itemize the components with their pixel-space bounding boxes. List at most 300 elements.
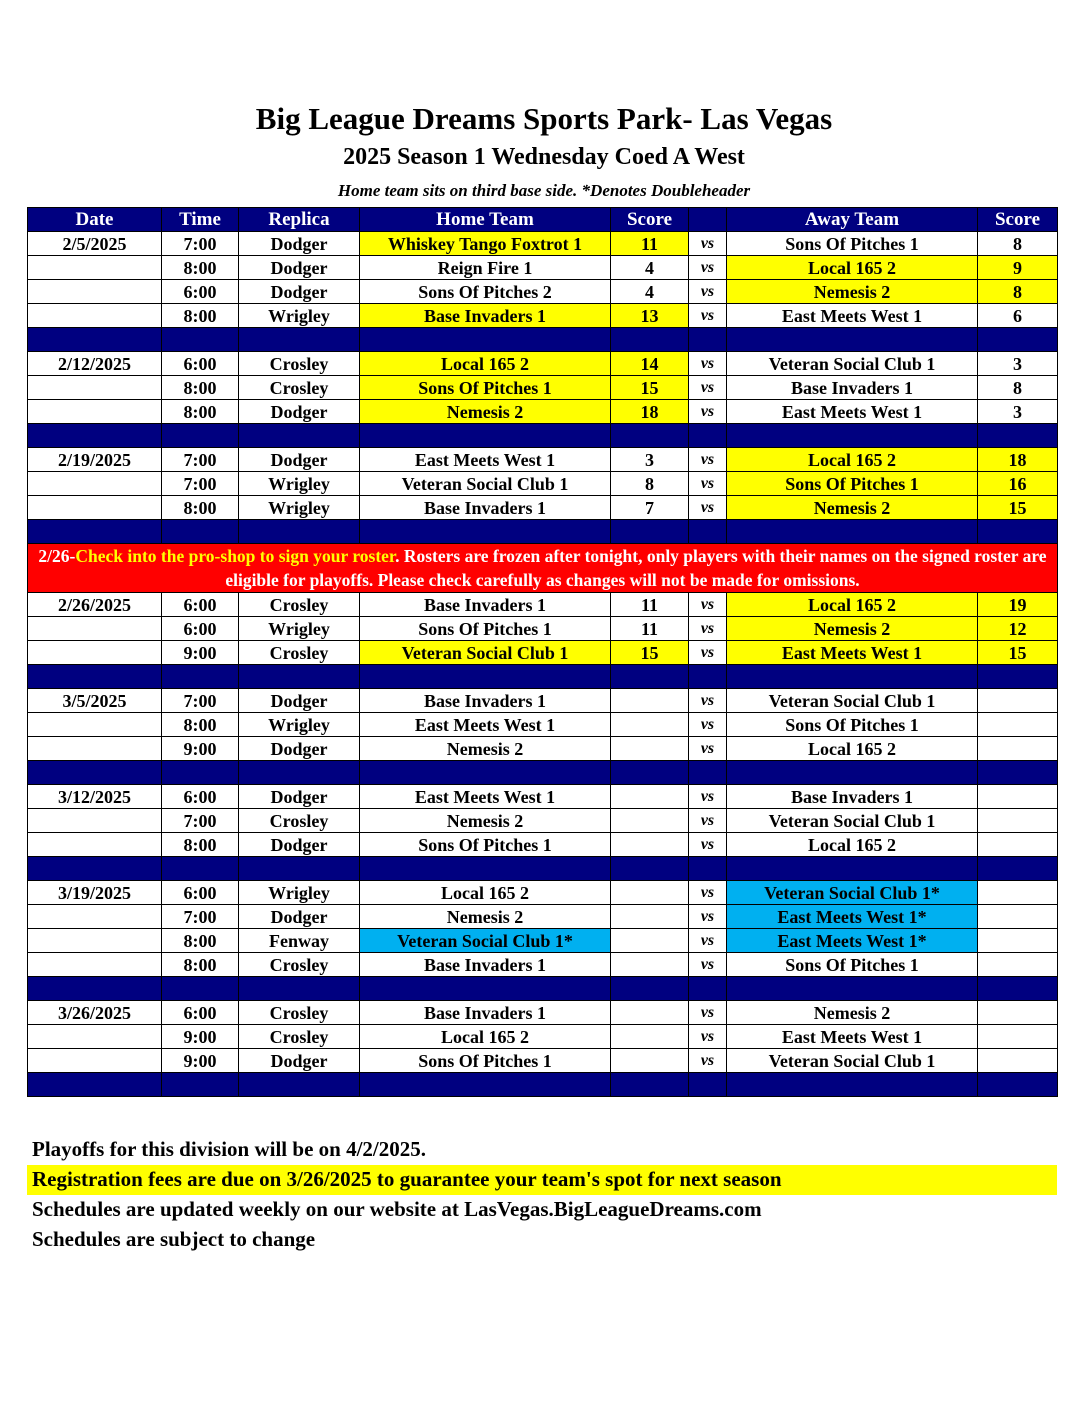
- home-team-cell: Whiskey Tango Foxtrot 1: [360, 232, 611, 256]
- table-row: [28, 833, 1058, 857]
- home-score-cell: 15: [611, 641, 689, 665]
- home-team-cell: Sons Of Pitches 1: [360, 833, 611, 857]
- vs-cell: vs: [689, 232, 727, 256]
- home-team-cell: Veteran Social Club 1: [360, 641, 611, 665]
- vs-cell: vs: [689, 304, 727, 328]
- away-score-cell: [978, 833, 1058, 857]
- separator-cell: [727, 857, 978, 881]
- separator-cell: [360, 977, 611, 1001]
- away-team-cell: Local 165 2: [727, 833, 978, 857]
- footer-notes: [27, 1135, 1057, 1255]
- time-cell: 8:00: [162, 713, 239, 737]
- separator-cell: [28, 761, 162, 785]
- home-score-cell: [611, 689, 689, 713]
- date-cell: [28, 400, 162, 424]
- home-team-cell: Base Invaders 1: [360, 689, 611, 713]
- separator-cell: [689, 520, 727, 544]
- table-row: [28, 280, 1058, 304]
- away-team-cell: Nemesis 2: [727, 280, 978, 304]
- separator-cell: [978, 761, 1058, 785]
- away-score-cell: 19: [978, 593, 1058, 617]
- table-row: [28, 1001, 1058, 1025]
- schedule-subtitle: 2025 Season 1 Wednesday Coed A West: [343, 144, 745, 170]
- col-away-team: Away Team: [727, 208, 978, 232]
- date-cell: [28, 304, 162, 328]
- time-cell: 8:00: [162, 833, 239, 857]
- field-cell: Wrigley: [239, 304, 360, 328]
- vs-cell: vs: [689, 737, 727, 761]
- separator-cell: [28, 424, 162, 448]
- separator-cell: [239, 665, 360, 689]
- table-row: [28, 809, 1058, 833]
- away-score-cell: [978, 953, 1058, 977]
- time-cell: 9:00: [162, 737, 239, 761]
- time-cell: 6:00: [162, 1001, 239, 1025]
- away-team-cell: Sons Of Pitches 1: [727, 713, 978, 737]
- separator-cell: [978, 1073, 1058, 1097]
- week-separator: [28, 1073, 1058, 1097]
- home-team-cell: Sons Of Pitches 1: [360, 1049, 611, 1073]
- table-row: [28, 929, 1058, 953]
- separator-cell: [239, 761, 360, 785]
- field-cell: Crosley: [239, 376, 360, 400]
- vs-cell: vs: [689, 593, 727, 617]
- field-cell: Dodger: [239, 689, 360, 713]
- away-team-cell: East Meets West 1: [727, 1025, 978, 1049]
- time-cell: 6:00: [162, 785, 239, 809]
- notice-date: 2/26-: [38, 546, 76, 566]
- separator-cell: [978, 328, 1058, 352]
- field-cell: Wrigley: [239, 496, 360, 520]
- away-team-cell: Veteran Social Club 1*: [727, 881, 978, 905]
- table-row: [28, 352, 1058, 376]
- away-team-cell: East Meets West 1: [727, 641, 978, 665]
- away-score-cell: [978, 785, 1058, 809]
- home-team-cell: East Meets West 1: [360, 448, 611, 472]
- time-cell: 7:00: [162, 448, 239, 472]
- separator-cell: [162, 424, 239, 448]
- date-cell: 2/5/2025: [28, 232, 162, 256]
- table-row: [28, 472, 1058, 496]
- away-score-cell: [978, 1049, 1058, 1073]
- separator-cell: [978, 520, 1058, 544]
- time-cell: 8:00: [162, 953, 239, 977]
- home-score-cell: 3: [611, 448, 689, 472]
- table-row: [28, 737, 1058, 761]
- week-separator: [28, 520, 1058, 544]
- away-team-cell: East Meets West 1*: [727, 905, 978, 929]
- away-score-cell: 9: [978, 256, 1058, 280]
- home-score-cell: 7: [611, 496, 689, 520]
- time-cell: 6:00: [162, 280, 239, 304]
- field-cell: Fenway: [239, 929, 360, 953]
- separator-cell: [689, 328, 727, 352]
- separator-cell: [727, 665, 978, 689]
- home-score-cell: 11: [611, 232, 689, 256]
- home-team-cell: Base Invaders 1: [360, 304, 611, 328]
- separator-cell: [162, 977, 239, 1001]
- separator-cell: [28, 328, 162, 352]
- vs-cell: vs: [689, 617, 727, 641]
- date-cell: [28, 1025, 162, 1049]
- field-cell: Dodger: [239, 280, 360, 304]
- separator-cell: [360, 1073, 611, 1097]
- vs-cell: vs: [689, 689, 727, 713]
- col-vs: [689, 208, 727, 232]
- separator-cell: [28, 520, 162, 544]
- col-time: Time: [162, 208, 239, 232]
- time-cell: 8:00: [162, 400, 239, 424]
- col-date: Date: [28, 208, 162, 232]
- time-cell: 8:00: [162, 496, 239, 520]
- field-cell: Crosley: [239, 593, 360, 617]
- separator-cell: [611, 328, 689, 352]
- home-team-note: Home team sits on third base side. *Denotes Doubleheader: [337, 181, 751, 200]
- home-team-cell: Sons Of Pitches 1: [360, 617, 611, 641]
- field-cell: Wrigley: [239, 472, 360, 496]
- away-score-cell: 16: [978, 472, 1058, 496]
- time-cell: 8:00: [162, 304, 239, 328]
- separator-cell: [162, 857, 239, 881]
- separator-cell: [611, 761, 689, 785]
- time-cell: 6:00: [162, 881, 239, 905]
- away-score-cell: 15: [978, 496, 1058, 520]
- vs-cell: vs: [689, 785, 727, 809]
- away-score-cell: 8: [978, 376, 1058, 400]
- table-row: [28, 881, 1058, 905]
- away-score-cell: [978, 1001, 1058, 1025]
- separator-cell: [727, 761, 978, 785]
- date-cell: 3/12/2025: [28, 785, 162, 809]
- away-team-cell: Veteran Social Club 1: [727, 809, 978, 833]
- notice-highlight: Check into the pro-shop to sign your roster: [75, 546, 396, 566]
- time-cell: 7:00: [162, 689, 239, 713]
- date-cell: 3/5/2025: [28, 689, 162, 713]
- home-team-cell: Veteran Social Club 1*: [360, 929, 611, 953]
- vs-cell: vs: [689, 496, 727, 520]
- home-score-cell: 14: [611, 352, 689, 376]
- home-team-cell: Base Invaders 1: [360, 1001, 611, 1025]
- home-team-cell: Base Invaders 1: [360, 593, 611, 617]
- field-cell: Dodger: [239, 448, 360, 472]
- away-team-cell: Nemesis 2: [727, 496, 978, 520]
- away-team-cell: Nemesis 2: [727, 617, 978, 641]
- vs-cell: vs: [689, 256, 727, 280]
- away-team-cell: Sons Of Pitches 1: [727, 953, 978, 977]
- away-score-cell: 15: [978, 641, 1058, 665]
- away-score-cell: 6: [978, 304, 1058, 328]
- separator-cell: [360, 665, 611, 689]
- field-cell: Wrigley: [239, 881, 360, 905]
- away-team-cell: East Meets West 1: [727, 304, 978, 328]
- home-team-cell: Sons Of Pitches 2: [360, 280, 611, 304]
- separator-cell: [978, 665, 1058, 689]
- separator-cell: [611, 424, 689, 448]
- roster-notice: [28, 544, 1058, 593]
- away-score-cell: [978, 1025, 1058, 1049]
- table-row: [28, 617, 1058, 641]
- table-row: [28, 448, 1058, 472]
- table-row: [28, 689, 1058, 713]
- table-row: [28, 593, 1058, 617]
- separator-cell: [360, 328, 611, 352]
- separator-cell: [727, 424, 978, 448]
- separator-cell: [689, 665, 727, 689]
- separator-cell: [689, 424, 727, 448]
- separator-cell: [689, 977, 727, 1001]
- week-separator: [28, 977, 1058, 1001]
- separator-cell: [611, 977, 689, 1001]
- table-row: [28, 641, 1058, 665]
- separator-cell: [162, 761, 239, 785]
- table-row: [28, 232, 1058, 256]
- away-score-cell: [978, 713, 1058, 737]
- time-cell: 8:00: [162, 929, 239, 953]
- home-score-cell: 8: [611, 472, 689, 496]
- schedule-table: [27, 207, 1058, 1097]
- time-cell: 6:00: [162, 352, 239, 376]
- date-cell: 2/19/2025: [28, 448, 162, 472]
- separator-cell: [239, 977, 360, 1001]
- home-score-cell: [611, 737, 689, 761]
- vs-cell: vs: [689, 400, 727, 424]
- date-cell: [28, 472, 162, 496]
- date-cell: [28, 617, 162, 641]
- home-team-cell: Nemesis 2: [360, 737, 611, 761]
- week-separator: [28, 424, 1058, 448]
- date-cell: [28, 641, 162, 665]
- separator-cell: [360, 424, 611, 448]
- away-team-cell: Local 165 2: [727, 593, 978, 617]
- time-cell: 8:00: [162, 256, 239, 280]
- table-row: [28, 905, 1058, 929]
- home-team-cell: Local 165 2: [360, 352, 611, 376]
- away-score-cell: [978, 881, 1058, 905]
- field-cell: Dodger: [239, 1049, 360, 1073]
- time-cell: 7:00: [162, 472, 239, 496]
- date-cell: [28, 929, 162, 953]
- separator-cell: [28, 977, 162, 1001]
- field-cell: Dodger: [239, 256, 360, 280]
- field-cell: Dodger: [239, 232, 360, 256]
- home-team-cell: Local 165 2: [360, 881, 611, 905]
- away-team-cell: East Meets West 1: [727, 400, 978, 424]
- time-cell: 9:00: [162, 1049, 239, 1073]
- away-score-cell: 3: [978, 352, 1058, 376]
- separator-cell: [28, 1073, 162, 1097]
- field-cell: Dodger: [239, 833, 360, 857]
- separator-cell: [978, 857, 1058, 881]
- week-separator: [28, 857, 1058, 881]
- table-row: [28, 376, 1058, 400]
- home-score-cell: [611, 929, 689, 953]
- separator-cell: [978, 977, 1058, 1001]
- home-team-cell: Base Invaders 1: [360, 953, 611, 977]
- away-score-cell: [978, 689, 1058, 713]
- field-cell: Dodger: [239, 737, 360, 761]
- separator-cell: [360, 857, 611, 881]
- away-team-cell: Base Invaders 1: [727, 785, 978, 809]
- vs-cell: vs: [689, 929, 727, 953]
- field-cell: Dodger: [239, 905, 360, 929]
- home-score-cell: [611, 1025, 689, 1049]
- away-score-cell: 12: [978, 617, 1058, 641]
- home-team-cell: Reign Fire 1: [360, 256, 611, 280]
- vs-cell: vs: [689, 376, 727, 400]
- date-cell: [28, 376, 162, 400]
- time-cell: 7:00: [162, 809, 239, 833]
- table-row: [28, 953, 1058, 977]
- time-cell: 6:00: [162, 593, 239, 617]
- date-cell: 2/12/2025: [28, 352, 162, 376]
- home-score-cell: [611, 833, 689, 857]
- table-row: [28, 400, 1058, 424]
- home-score-cell: [611, 1001, 689, 1025]
- field-cell: Wrigley: [239, 617, 360, 641]
- home-score-cell: [611, 785, 689, 809]
- away-team-cell: Nemesis 2: [727, 1001, 978, 1025]
- home-score-cell: [611, 905, 689, 929]
- separator-cell: [162, 1073, 239, 1097]
- week-separator: [28, 761, 1058, 785]
- away-score-cell: 8: [978, 232, 1058, 256]
- date-cell: [28, 256, 162, 280]
- home-score-cell: 13: [611, 304, 689, 328]
- away-team-cell: Local 165 2: [727, 448, 978, 472]
- away-team-cell: Local 165 2: [727, 256, 978, 280]
- home-score-cell: 18: [611, 400, 689, 424]
- separator-cell: [28, 665, 162, 689]
- vs-cell: vs: [689, 713, 727, 737]
- separator-cell: [611, 857, 689, 881]
- home-score-cell: 11: [611, 593, 689, 617]
- vs-cell: vs: [689, 1049, 727, 1073]
- table-row: [28, 1025, 1058, 1049]
- home-score-cell: 4: [611, 280, 689, 304]
- time-cell: 7:00: [162, 232, 239, 256]
- field-cell: Crosley: [239, 1001, 360, 1025]
- col-replica: Replica: [239, 208, 360, 232]
- field-cell: Crosley: [239, 641, 360, 665]
- vs-cell: vs: [689, 352, 727, 376]
- away-score-cell: [978, 929, 1058, 953]
- home-score-cell: [611, 953, 689, 977]
- vs-cell: vs: [689, 809, 727, 833]
- vs-cell: vs: [689, 641, 727, 665]
- field-cell: Wrigley: [239, 713, 360, 737]
- separator-cell: [727, 328, 978, 352]
- time-cell: 7:00: [162, 905, 239, 929]
- separator-cell: [360, 520, 611, 544]
- home-score-cell: [611, 809, 689, 833]
- home-team-cell: Local 165 2: [360, 1025, 611, 1049]
- website-note: Schedules are updated weekly on our website at LasVegas.BigLeagueDreams.com: [32, 1197, 762, 1221]
- home-score-cell: [611, 1049, 689, 1073]
- separator-cell: [689, 857, 727, 881]
- field-cell: Dodger: [239, 785, 360, 809]
- separator-cell: [239, 328, 360, 352]
- table-row: [28, 496, 1058, 520]
- notice-text: . Rosters are frozen after tonight, only players with their names on the signed roster are eligible for playoffs. Please check carefully as changes will not be made for omissions.: [225, 546, 1047, 590]
- table-row: [28, 256, 1058, 280]
- time-cell: 6:00: [162, 617, 239, 641]
- away-team-cell: Sons Of Pitches 1: [727, 232, 978, 256]
- home-score-cell: 11: [611, 617, 689, 641]
- subject-note: Schedules are subject to change: [32, 1227, 316, 1251]
- separator-cell: [239, 857, 360, 881]
- date-cell: [28, 713, 162, 737]
- separator-cell: [611, 520, 689, 544]
- date-cell: 3/19/2025: [28, 881, 162, 905]
- vs-cell: vs: [689, 1001, 727, 1025]
- away-team-cell: East Meets West 1*: [727, 929, 978, 953]
- vs-cell: vs: [689, 280, 727, 304]
- separator-cell: [727, 977, 978, 1001]
- field-cell: Crosley: [239, 1025, 360, 1049]
- away-score-cell: [978, 737, 1058, 761]
- away-score-cell: [978, 905, 1058, 929]
- away-score-cell: [978, 809, 1058, 833]
- vs-cell: vs: [689, 472, 727, 496]
- home-team-cell: East Meets West 1: [360, 785, 611, 809]
- away-team-cell: Local 165 2: [727, 737, 978, 761]
- separator-cell: [727, 520, 978, 544]
- date-cell: [28, 953, 162, 977]
- table-row: [28, 785, 1058, 809]
- home-team-cell: Nemesis 2: [360, 905, 611, 929]
- date-cell: 2/26/2025: [28, 593, 162, 617]
- date-cell: [28, 280, 162, 304]
- table-row: [28, 713, 1058, 737]
- away-team-cell: Base Invaders 1: [727, 376, 978, 400]
- home-team-cell: Veteran Social Club 1: [360, 472, 611, 496]
- date-cell: [28, 833, 162, 857]
- away-team-cell: Veteran Social Club 1: [727, 1049, 978, 1073]
- field-cell: Crosley: [239, 809, 360, 833]
- home-score-cell: 4: [611, 256, 689, 280]
- separator-cell: [360, 761, 611, 785]
- vs-cell: vs: [689, 881, 727, 905]
- separator-cell: [239, 424, 360, 448]
- vs-cell: vs: [689, 448, 727, 472]
- separator-cell: [689, 1073, 727, 1097]
- field-cell: Crosley: [239, 352, 360, 376]
- week-separator: [28, 328, 1058, 352]
- date-cell: [28, 737, 162, 761]
- time-cell: 9:00: [162, 641, 239, 665]
- col-home-team: Home Team: [360, 208, 611, 232]
- time-cell: 9:00: [162, 1025, 239, 1049]
- separator-cell: [28, 857, 162, 881]
- field-cell: Crosley: [239, 953, 360, 977]
- separator-cell: [239, 1073, 360, 1097]
- registration-note: Registration fees are due on 3/26/2025 to guarantee your team's spot for next season: [27, 1165, 1057, 1195]
- home-team-cell: Base Invaders 1: [360, 496, 611, 520]
- playoffs-note: Playoffs for this division will be on 4/2/2025.: [32, 1137, 426, 1161]
- separator-cell: [162, 328, 239, 352]
- date-cell: 3/26/2025: [28, 1001, 162, 1025]
- separator-cell: [162, 520, 239, 544]
- home-score-cell: [611, 713, 689, 737]
- date-cell: [28, 905, 162, 929]
- vs-cell: vs: [689, 1025, 727, 1049]
- date-cell: [28, 496, 162, 520]
- roster-notice-row: [28, 544, 1058, 593]
- separator-cell: [611, 1073, 689, 1097]
- date-cell: [28, 1049, 162, 1073]
- schedule-body: [28, 232, 1058, 1097]
- separator-cell: [727, 1073, 978, 1097]
